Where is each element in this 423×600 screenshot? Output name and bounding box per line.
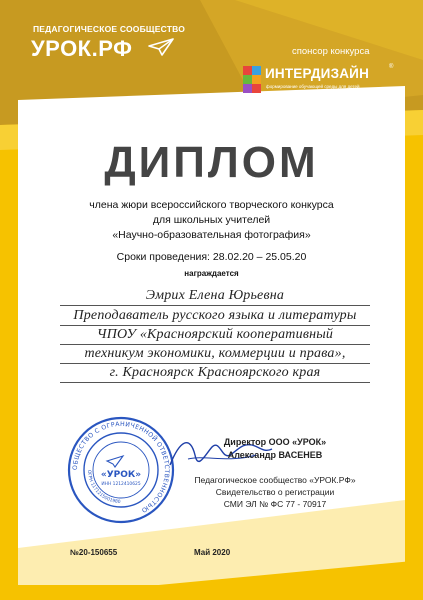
diploma-date: Май 2020: [194, 548, 231, 557]
svg-text:ОБЩЕСТВО С ОГРАНИЧЕННОЙ ОТВЕТС: [72, 421, 170, 514]
diploma-title: ДИПЛОМ: [104, 138, 319, 187]
org-name: Педагогическое сообщество «УРОК.РФ»: [194, 475, 356, 485]
sponsor-name: ИНТЕРДИЗАЙН: [265, 66, 370, 81]
stamp-ogrn: ОГРН 1171215001980: [85, 469, 121, 506]
contest-line-2: для школьных учителей: [152, 214, 271, 226]
org-line: ПЕДАГОГИЧЕСКОЕ СООБЩЕСТВО: [33, 24, 186, 34]
recipient-position: Преподаватель русского языка и литературы: [60, 308, 370, 326]
recipient-institution-1: ЧПОУ «Красноярский кооперативный: [60, 327, 370, 345]
diploma-number: №20-150655: [70, 548, 118, 557]
sponsor-label: спонсор конкурса: [292, 46, 370, 57]
paper-plane-icon: [148, 38, 174, 56]
stamp-inn: ИНН 1212410625: [101, 482, 141, 487]
contest-name: «Научно-образовательная фотография»: [112, 229, 311, 241]
registration-cert: Свидетельство о регистрации: [215, 487, 335, 497]
stamp-ring-text: ОБЩЕСТВО С ОГРАНИЧЕННОЙ ОТВЕТСТВЕННОСТЬЮ: [71, 420, 171, 514]
smi-number: СМИ ЭЛ № ФС 77 - 70917: [223, 499, 327, 509]
brand-title: УРОК.РФ: [31, 36, 133, 61]
recipient-city: г. Красноярск Красноярского края: [60, 365, 370, 383]
contest-line-1: члена жюри всероссийского творческого конкурса: [89, 199, 334, 211]
registered-mark: ®: [389, 64, 394, 70]
stamp-center-text: «УРОК»: [100, 470, 142, 480]
director-position: Директор ООО «УРОК»: [223, 437, 327, 447]
stamp-plane-icon: [107, 456, 123, 467]
director-name: Александр ВАСЕНЕВ: [227, 450, 323, 460]
recipient-institution-2: техникум экономики, коммерции и права»,: [60, 346, 370, 364]
sponsor-tagline: формирование обучающей среды для детей: [266, 84, 360, 89]
awarded-label: награждается: [184, 269, 239, 278]
recipient-name: Эмрих Елена Юрьевна: [60, 288, 370, 306]
contest-period: Сроки проведения: 28.02.20 – 25.05.20: [116, 251, 307, 263]
